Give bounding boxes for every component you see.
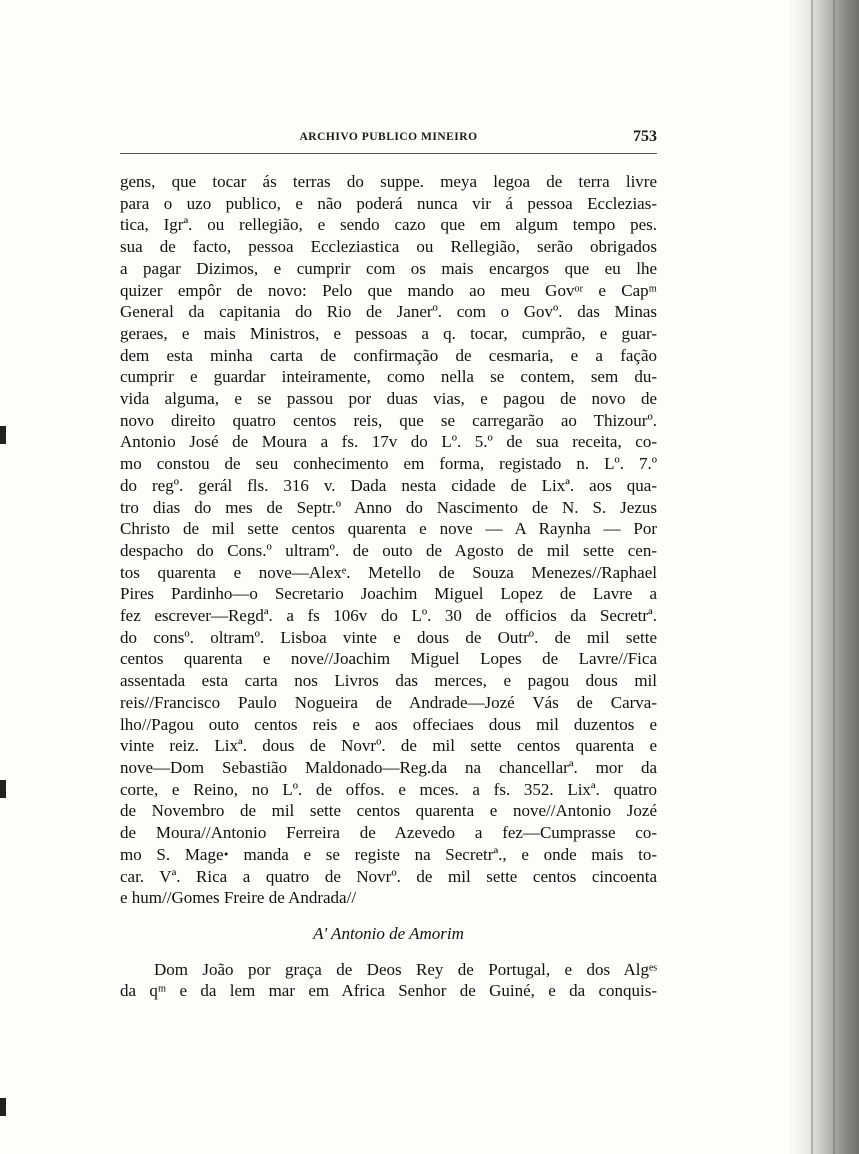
text-line: centos quarenta e nove//Joachim Miguel Lopes de Lavre//Fica bbox=[120, 649, 657, 669]
text-line: despacho do Cons.º ultramº. de outo de Agosto de mil sette cen- bbox=[120, 540, 657, 560]
section-title: A' Antonio de Amorim bbox=[313, 923, 464, 943]
body-text bbox=[120, 171, 657, 1002]
text-line: mo S. Mageꞏ manda e se registe na Secretrª., e onde mais to- bbox=[120, 844, 657, 864]
header-rule bbox=[120, 153, 657, 154]
text-line: cumprir e guardar inteiramente, como nella se contem, sem du- bbox=[120, 367, 657, 387]
text-line: Antonio José de Moura a fs. 17v do Lº. 5.º de sua receita, co- bbox=[120, 432, 657, 452]
text-line: a pagar Dizimos, e cumprir com os mais encargos que eu lhe bbox=[120, 258, 657, 278]
text-line: Pires Pardinho—o Secretario Joachim Miguel Lopez de Lavre a bbox=[120, 584, 657, 604]
text-line: fez escrever—Regdª. a fs 106v do Lº. 30 de officios da Secretrª. bbox=[120, 606, 657, 626]
text-line: do regº. gerál fls. 316 v. Dada nesta cidade de Lixª. aos qua- bbox=[120, 475, 657, 495]
text-line: de Moura//Antonio Ferreira de Azevedo a fez—Cumprasse co- bbox=[120, 823, 657, 843]
text-line: tica, Igrª. ou rellegião, e sendo cazo que em algum tempo pes. bbox=[120, 215, 657, 235]
text-line: da qᵐ e da lem mar em Africa Senhor de Guiné, e da conquis- bbox=[120, 981, 657, 1001]
text-line: General da capitania do Rio de Janerº. com o Govº. das Minas bbox=[120, 302, 657, 322]
text-line: dem esta minha carta de confirmação de cesmaria, e a fação bbox=[120, 345, 657, 365]
text-line: gens, que tocar ás terras do suppe. meya legoa de terra livre bbox=[120, 172, 657, 191]
left-edge-mark bbox=[0, 780, 6, 798]
left-edge-mark bbox=[0, 1098, 6, 1116]
book-spine-shadow bbox=[789, 0, 859, 1154]
text-line: tro dias do mes de Septr.º Anno do Nascimento de N. S. Jezus bbox=[120, 497, 657, 517]
text-line: do consº. oltramº. Lisboa vinte e dous de Outrº. de mil sette bbox=[120, 627, 657, 647]
text-line: vinte reiz. Lixª. dous de Novrº. de mil sette centos quarenta e bbox=[120, 736, 657, 756]
text-line: e hum//Gomes Freire de Andrada// bbox=[120, 888, 357, 908]
text-line: assentada esta carta nos Livros das merces, e pagou dous mil bbox=[120, 671, 657, 691]
text-line: car. Vª. Rica a quatro de Novrº. de mil sette centos cincoenta bbox=[120, 866, 657, 886]
text-line: Christo de mil sette centos quarenta e nove — A Raynha — Por bbox=[120, 519, 657, 539]
running-title: ARCHIVO PUBLICO MINEIRO bbox=[299, 131, 478, 143]
text-line: de Novembro de mil sette centos quarenta e nove//Antonio Jozé bbox=[120, 801, 657, 821]
text-line: mo constou de seu conhecimento em forma, registado n. Lº. 7.º bbox=[120, 454, 657, 474]
page-number: 753 bbox=[633, 128, 657, 145]
text-line: Dom João por graça de Deos Rey de Portugal, e dos Algᵉˢ bbox=[154, 959, 657, 979]
text-line: lho//Pagou outo centos reis e aos offeciaes dous mil duzentos e bbox=[120, 714, 657, 734]
text-line: reis//Francisco Paulo Nogueira de Andrade—Jozé Vás de Carva- bbox=[120, 692, 657, 712]
spine-crease bbox=[833, 0, 835, 1154]
text-line: corte, e Reino, no Lº. de offos. e mces. a fs. 352. Lixª. quatro bbox=[120, 779, 657, 799]
text-line: nove—Dom Sebastião Maldonado—Reg.da na chancellarª. mor da bbox=[120, 757, 657, 777]
text-line: quizer empôr de novo: Pelo que mando ao meu Govᵒʳ e Capᵐ bbox=[120, 280, 657, 300]
text-line: tos quarenta e nove—Alexᵉ. Metello de Souza Menezes//Raphael bbox=[120, 562, 657, 582]
page-header bbox=[120, 128, 657, 152]
text-line: novo direito quatro centos reis, que se carregarão ao Thizourº. bbox=[120, 410, 657, 430]
text-line: sua de facto, pessoa Eccleziastica ou Rellegião, serão obrigados bbox=[120, 237, 657, 257]
left-edge-mark bbox=[0, 426, 6, 444]
text-line: para o uzo publico, e não poderá nunca vir á pessoa Ecclezias- bbox=[120, 193, 657, 213]
text-line: vida alguma, e se passou por duas vias, e pagou de novo de bbox=[120, 389, 657, 409]
spine-crease bbox=[811, 0, 813, 1154]
text-line: geraes, e mais Ministros, e pessoas a q. tocar, cumprão, e guar- bbox=[120, 323, 657, 343]
